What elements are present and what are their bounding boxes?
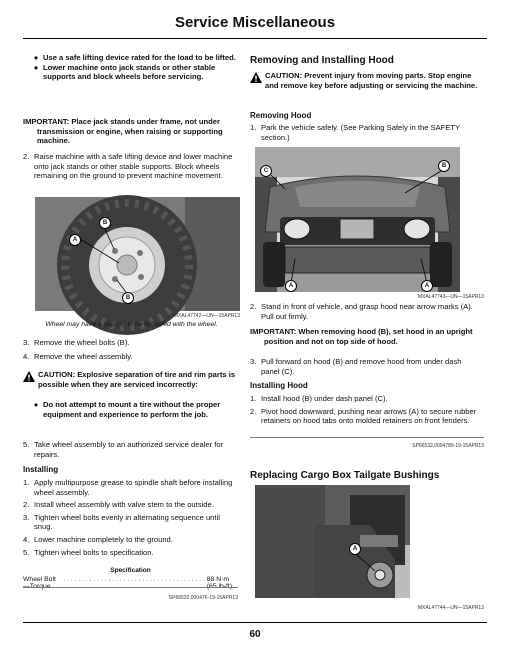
callout-a-right: A: [421, 280, 433, 292]
section-heading-hood: Removing and Installing Hood: [250, 55, 394, 66]
list-item: 2. Install wheel assembly with valve stem to the outside.: [23, 500, 214, 510]
removing-hood-heading: Removing Hood: [250, 111, 312, 120]
step-5: 5. Take wheel assembly to an authorized service dealer for repairs.: [23, 440, 224, 459]
bullet-icon: ●: [33, 62, 39, 72]
important-note-jack-stands: IMPORTANT: Place jack stands under frame, not under transmission or engine, when raising or supporting machine.: [23, 117, 223, 146]
figure-code: MXAL47744—UN—15APR13: [417, 605, 484, 611]
callout-c: C: [260, 165, 272, 177]
install-hood-steps: [250, 394, 482, 426]
header-rule: [23, 38, 487, 39]
installing-heading: Installing: [23, 465, 59, 474]
warning-icon: [23, 371, 35, 382]
bullet-icon: ●: [33, 400, 39, 409]
step-1-park: 1. Park the vehicle safely. (See Parking Safely in the SAFETY section.): [250, 123, 460, 142]
tailgate-illustration: [255, 485, 410, 598]
list-item: 4. Remove the wheel assembly.: [23, 351, 133, 361]
list-item: 3. Remove the wheel bolts (B).: [23, 338, 130, 347]
install-steps: [23, 478, 238, 557]
step-3-pull: 3. Pull forward on hood (B) and remove hood from under dash panel (C).: [250, 357, 462, 376]
page-title: Service Miscellaneous: [174, 14, 336, 31]
section-heading-tailgate: Replacing Cargo Box Tailgate Bushings: [250, 470, 440, 481]
spec-label: Wheel Bolt: [23, 576, 56, 583]
callout-a: A: [349, 543, 361, 555]
caution-tire: CAUTION: Explosive separation of tire and rim parts is possible when they are serviced incorrectly:: [23, 370, 238, 389]
list-item: 4. Lower machine completely to the ground.: [23, 534, 173, 544]
tailgate-photo: [255, 485, 410, 598]
wheel-illustration: [35, 197, 240, 311]
vehicle-front-illustration: [255, 147, 460, 292]
hood-photo: [255, 147, 460, 292]
list-item: 5. Tighten wheel bolts to specification.: [23, 547, 154, 557]
footer-rule: [23, 622, 487, 623]
ref-code: SP66532,00047F-19-15APR13: [168, 595, 238, 601]
callout-b-bottom: B: [122, 292, 134, 304]
step-2-raise: 2. Raise machine with a safe lifting device and lower machine onto jack stands or other stable supports. Block wheels remaining on the ground to prevent machine movement.: [23, 152, 233, 181]
spec-heading: Specification: [110, 567, 151, 574]
figure-code: MXAL47743—UN—15APR13: [417, 294, 484, 300]
figure-code: MXAL47742—UN—15APR13: [173, 313, 240, 319]
steps-3-4: [23, 338, 238, 361]
leader-dots: . . . . . . . . . . . . . . . . . . . . . . . . . . . . . . . . . . . . . .: [63, 576, 205, 583]
warning-icon: [250, 72, 262, 83]
ref-code: SP66532,0004789-19-15APR13: [412, 443, 484, 449]
callout-b-top: B: [99, 217, 111, 229]
page-number: 60: [249, 629, 261, 640]
important-note-hood: IMPORTANT: When removing hood (B), set hood in an upright position and not on top side of hood.: [250, 327, 473, 346]
step-2-grasp: 2. Stand in front of vehicle, and grasp hood near arrow marks (A). Pull out firmly.: [250, 302, 473, 321]
section-rule: [250, 437, 484, 438]
figure-caption: Wheel may have a cap (A) to be removed with the wheel.: [45, 321, 218, 328]
installing-hood-heading: Installing Hood: [250, 381, 308, 390]
bullet-icon: ●: [33, 53, 39, 62]
list-item: 1. Install hood (B) under dash panel (C).: [250, 394, 388, 403]
list-item: 2. Pivot hood downward, pushing near arrows (A) to secure rubber retainers on hood tabs onto molded retainers on front fenders.: [250, 406, 477, 426]
spec-rule: [23, 587, 238, 588]
list-item: 3. Tighten wheel bolts evenly in alternating sequence until snug.: [23, 512, 220, 532]
callout-a-left: A: [285, 280, 297, 292]
left-column: [23, 53, 238, 82]
spec-value: 88 N·m: [206, 576, 230, 583]
caution-bullet: ● Do not attempt to mount a tire without the proper equipment and experience to perform the job.: [29, 400, 238, 419]
caution-moving-parts: CAUTION: Prevent injury from moving parts. Stop engine and remove key before adjusting or servicing the machine.: [250, 71, 482, 90]
callout-b: B: [438, 160, 450, 172]
bullet-item: ● Use a safe lifting device rated for the load to be lifted.: [29, 53, 238, 63]
wheel-photo: [35, 197, 240, 311]
callout-a: A: [69, 234, 81, 246]
bullet-item: ● Lower machine onto jack stands or other stable supports and block wheels before servicing.: [29, 63, 238, 82]
list-item: 1. Apply multipurpose grease to spindle shaft before installing wheel assembly.: [23, 478, 233, 497]
